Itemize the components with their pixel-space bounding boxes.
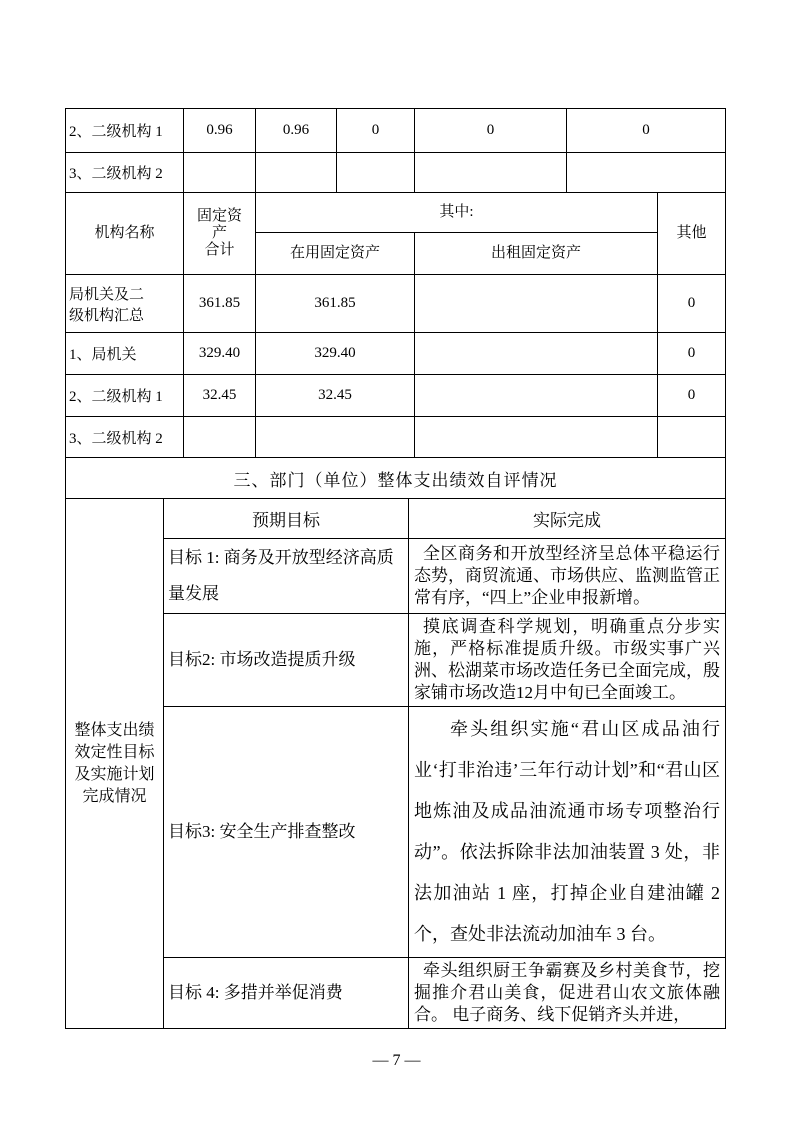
total-header: 固定资 产 合计 <box>184 193 256 275</box>
section-title-row <box>66 458 726 499</box>
goal-row <box>66 958 726 1029</box>
total-cell: 32.45 <box>184 375 256 417</box>
org-label-cell: 3、二级机构 2 <box>66 153 184 193</box>
goal-row <box>66 707 726 958</box>
other-cell: 0 <box>658 333 726 375</box>
fixed-asset-table <box>65 192 726 458</box>
performance-table <box>65 457 726 1029</box>
value-cell: 0 <box>567 109 726 153</box>
org-name-cell: 2、二级机构 1 <box>66 375 184 417</box>
page-number: — 7 — <box>372 1052 421 1069</box>
value-cell <box>337 153 415 193</box>
goal-actual-cell: 牵头组织实施“君山区成品油行业‘打非治违’三年行动计划”和“君山区地炼油及成品油流通市场专项整治行动”。依法拆除非法加油装置 3 处，非法加油站 1 座，打掉企业自建油罐 2 个，查处非法流动加油车 3 台。 <box>409 707 726 958</box>
tables-block <box>65 108 725 1029</box>
value-cell <box>567 153 726 193</box>
org-name-cell: 3、二级机构 2 <box>66 417 184 458</box>
in-use-cell: 32.45 <box>256 375 415 417</box>
other-cell: 0 <box>658 375 726 417</box>
table-row <box>66 109 726 153</box>
section-title: 三、部门（单位）整体支出绩效自评情况 <box>66 458 726 499</box>
org-name-header: 机构名称 <box>66 193 184 275</box>
table-row <box>66 275 726 333</box>
table-header-row <box>66 193 726 233</box>
asset-table-fragment <box>65 108 726 193</box>
table-header-row <box>66 499 726 539</box>
value-cell: 0 <box>415 109 567 153</box>
in-use-cell: 361.85 <box>256 275 415 333</box>
goal-expected-cell: 目标2: 市场改造提质升级 <box>164 614 409 707</box>
value-cell: 0 <box>337 109 415 153</box>
table-row <box>66 153 726 193</box>
goal-actual-cell: 全区商务和开放型经济呈总体平稳运行态势，商贸流通、市场供应、监测监管正常有序，“四上”企业申报新增。 <box>409 539 726 614</box>
expected-column-header: 预期目标 <box>164 499 409 539</box>
total-cell <box>184 417 256 458</box>
value-cell: 0.96 <box>256 109 337 153</box>
total-cell: 361.85 <box>184 275 256 333</box>
goal-row <box>66 539 726 614</box>
goal-actual-cell: 牵头组织厨王争霸赛及乡村美食节，挖掘推介君山美食，促进君山农文旅体融合。 电子商务、线下促销齐头并进， <box>409 958 726 1029</box>
row-group-label: 整体支出绩效定性目标及实施计划完成情况 <box>66 499 164 1029</box>
other-cell: 0 <box>658 275 726 333</box>
total-cell: 329.40 <box>184 333 256 375</box>
goal-row <box>66 614 726 707</box>
goal-expected-cell: 目标 1: 商务及开放型经济高质量发展 <box>164 539 409 614</box>
value-cell <box>184 153 256 193</box>
in-use-header: 在用固定资产 <box>256 233 415 275</box>
org-name-cell: 1、局机关 <box>66 333 184 375</box>
other-header: 其他 <box>658 193 726 275</box>
in-use-cell <box>256 417 415 458</box>
other-cell <box>658 417 726 458</box>
org-name-cell: 局机关及二 级机构汇总 <box>66 275 184 333</box>
rented-cell <box>415 275 658 333</box>
rented-cell <box>415 333 658 375</box>
in-use-cell: 329.40 <box>256 333 415 375</box>
org-label-cell: 2、二级机构 1 <box>66 109 184 153</box>
rented-cell <box>415 375 658 417</box>
value-cell <box>256 153 337 193</box>
table-row <box>66 375 726 417</box>
goal-expected-cell: 目标 4: 多措并举促消费 <box>164 958 409 1029</box>
rented-cell <box>415 417 658 458</box>
actual-column-header: 实际完成 <box>409 499 726 539</box>
rented-header: 出租固定资产 <box>415 233 658 275</box>
goal-actual-cell: 摸底调查科学规划，明确重点分步实施，严格标准提质升级。市级实事广兴洲、松湖菜市场改造任务已全面完成，殷家铺市场改造12月中旬已全面竣工。 <box>409 614 726 707</box>
table-row <box>66 333 726 375</box>
among-header: 其中: <box>256 193 658 233</box>
value-cell <box>415 153 567 193</box>
goal-expected-cell: 目标3: 安全生产排查整改 <box>164 707 409 958</box>
table-row <box>66 417 726 458</box>
value-cell: 0.96 <box>184 109 256 153</box>
